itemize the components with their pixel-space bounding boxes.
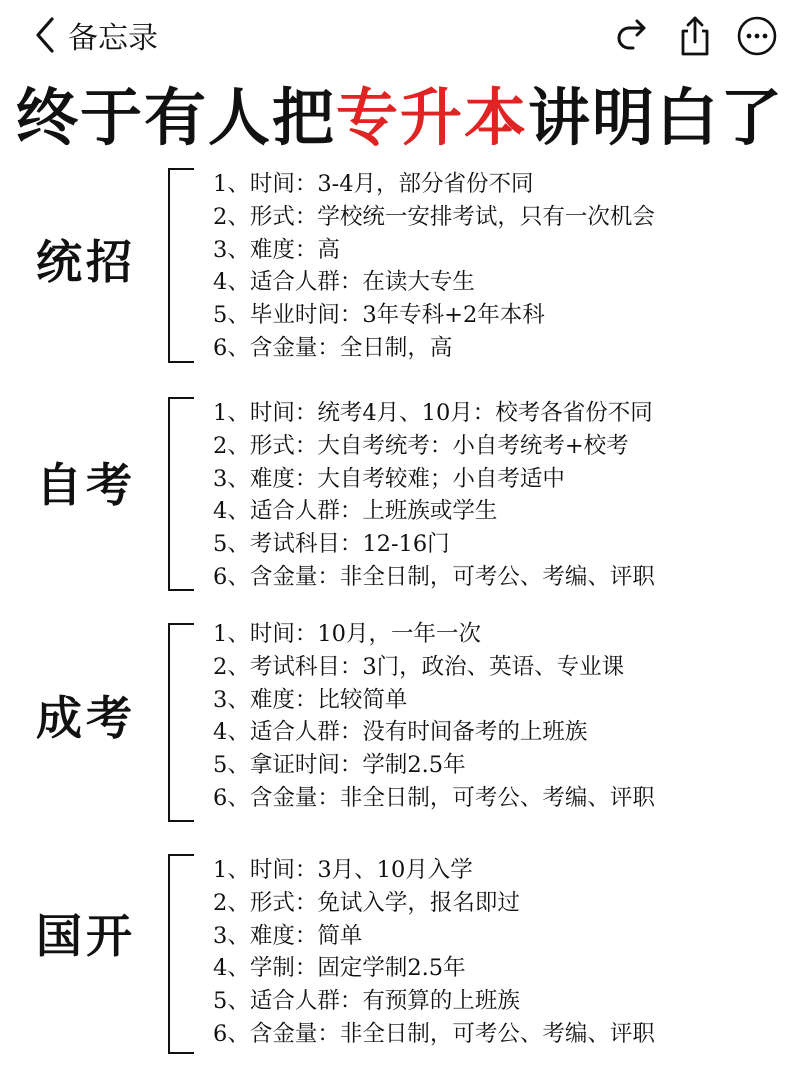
back-chevron-icon — [30, 15, 60, 55]
list-item: 1、时间：3月、10月入学 — [213, 857, 473, 883]
back-button[interactable] — [30, 10, 158, 60]
section-bracket — [168, 397, 194, 591]
section-label: 自考 — [36, 458, 136, 512]
list-item: 5、考试科目：12-16门 — [213, 531, 450, 558]
share-button[interactable] — [674, 14, 716, 58]
list-item: 1、时间：10月，一年一次 — [213, 621, 481, 647]
section-item-list — [213, 854, 655, 1051]
list-item: 6、含金量：全日制，高 — [213, 334, 453, 361]
section-label: 成考 — [36, 691, 136, 745]
list-item: 3、难度：高 — [213, 236, 340, 263]
more-icon — [736, 15, 778, 57]
section-item-list — [213, 618, 655, 815]
list-item: 5、拿证时间：学制2.5年 — [213, 752, 466, 779]
list-item: 4、适合人群：上班族或学生 — [213, 498, 498, 525]
list-item: 4、适合人群：没有时间备考的上班族 — [213, 719, 588, 746]
title-part-2: 讲明白了 — [528, 81, 785, 154]
section-item-list — [213, 168, 655, 365]
list-item: 3、难度：比较简单 — [213, 686, 408, 713]
list-item: 1、时间：统考4月、10月：校考各省份不同 — [213, 400, 653, 426]
more-button[interactable] — [736, 14, 778, 58]
top-navigation-bar — [0, 0, 800, 72]
list-item: 5、适合人群：有预算的上班族 — [213, 988, 520, 1015]
title-part-1: 终于有人把 — [15, 81, 336, 154]
list-item: 2、考试科目：3门，政治、英语、专业课 — [213, 653, 625, 680]
toolbar-actions — [612, 14, 778, 58]
list-item: 4、适合人群：在读大专生 — [213, 269, 475, 296]
list-item: 5、毕业时间：3年专科+2年本科 — [213, 302, 545, 329]
list-item: 2、形式：免试入学，报名即过 — [213, 889, 520, 916]
section-label: 统招 — [36, 235, 136, 289]
page-title — [0, 68, 800, 157]
section-bracket — [168, 854, 194, 1054]
section-label: 国开 — [36, 909, 136, 963]
section-bracket — [168, 623, 194, 822]
list-item: 6、含金量：非全日制，可考公、考编、评职 — [213, 1020, 655, 1047]
section-bracket — [168, 168, 194, 363]
list-item: 6、含金量：非全日制，可考公、考编、评职 — [213, 784, 655, 811]
list-item: 1、时间：3-4月，部分省份不同 — [213, 171, 534, 197]
list-item: 4、学制：固定学制2.5年 — [213, 955, 466, 982]
share-icon — [675, 14, 715, 58]
title-highlight: 专升本 — [335, 81, 528, 154]
list-item: 2、形式：学校统一安排考试，只有一次机会 — [213, 203, 655, 230]
list-item: 6、含金量：非全日制，可考公、考编、评职 — [213, 563, 655, 590]
redo-icon — [613, 16, 653, 56]
redo-button[interactable] — [612, 14, 654, 58]
list-item: 3、难度：大自考较难；小自考适中 — [213, 465, 565, 492]
section-item-list — [213, 397, 655, 594]
back-label: 备忘录 — [68, 21, 158, 56]
list-item: 3、难度：简单 — [213, 922, 363, 949]
list-item: 2、形式：大自考统考：小自考统考+校考 — [213, 432, 629, 459]
